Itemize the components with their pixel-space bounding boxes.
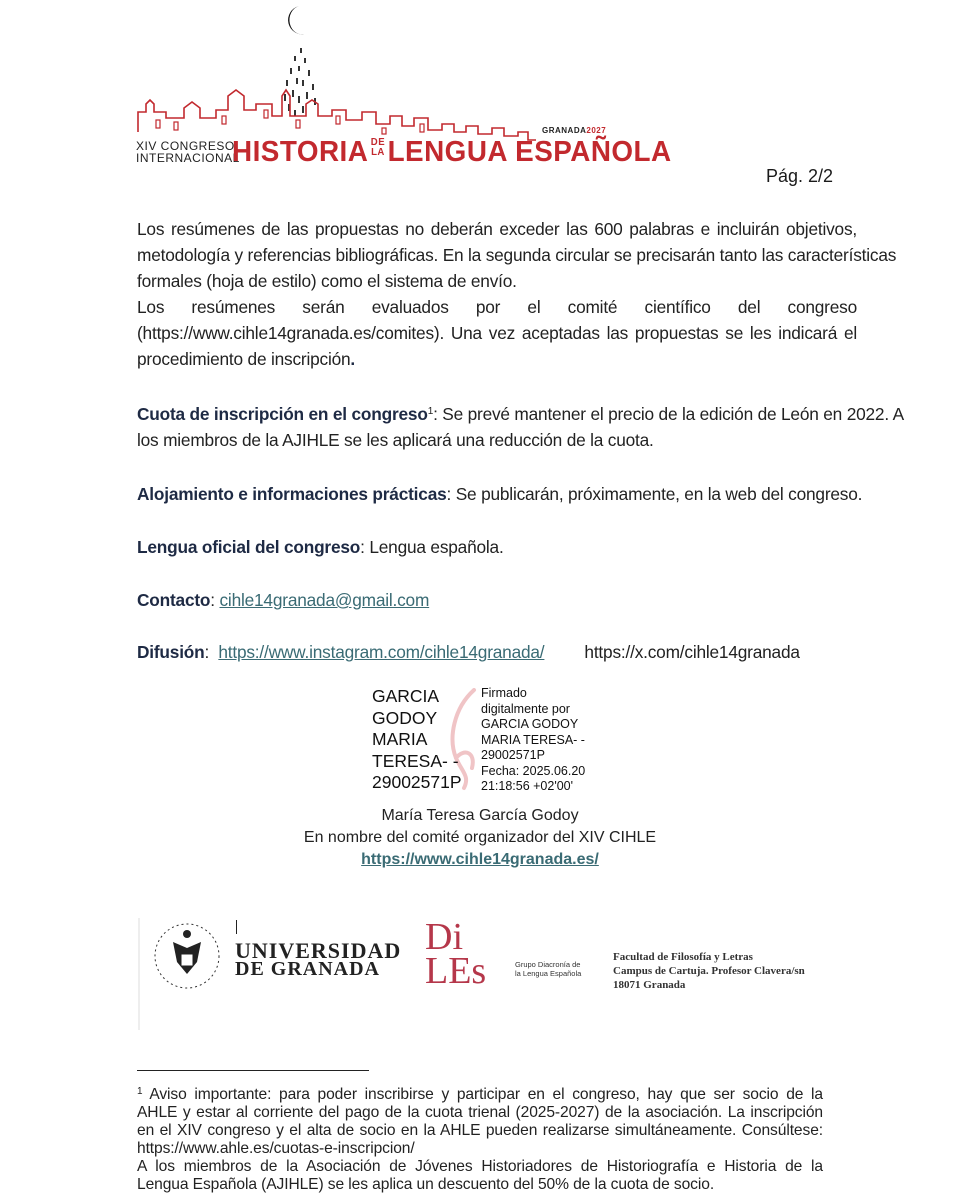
contact-separator: : bbox=[210, 590, 220, 610]
fee-text-2: los miembros de la AJIHLE se les aplicará una reducción de la cuota. bbox=[137, 430, 654, 450]
logo-la: LA bbox=[371, 147, 385, 158]
abstracts-paragraph bbox=[137, 216, 897, 294]
footnote-link[interactable]: https://www.ahle.es/cuotas-e-inscripcion/ bbox=[137, 1140, 415, 1157]
x-link[interactable]: https://x.com/cihle14granada bbox=[584, 642, 800, 662]
logo-historia: HISTORIA bbox=[232, 136, 369, 168]
logo-granada-text: GRANADA bbox=[542, 126, 587, 135]
fee-section bbox=[137, 399, 904, 453]
dissemination-heading: Difusión bbox=[137, 642, 205, 662]
signer-name: María Teresa García Godoy bbox=[381, 807, 579, 824]
lodging-heading: Alojamiento e informaciones prácticas bbox=[137, 484, 447, 504]
footnote-ref[interactable]: 1 bbox=[427, 406, 434, 417]
faculty-address bbox=[613, 950, 805, 992]
faculty-line: Campus de Cartuja. Profesor Clavera/sn bbox=[613, 965, 805, 977]
footnote-number: 1 bbox=[137, 1086, 143, 1097]
logo-de: DE bbox=[370, 137, 386, 148]
contact-heading: Contacto bbox=[137, 590, 211, 610]
congress-logo bbox=[136, 0, 672, 172]
page-number: Pág. 2/2 bbox=[766, 166, 834, 186]
diles-subtitle-line: Grupo Diacronía de bbox=[515, 960, 581, 969]
signature-detail-line: digitalmente por bbox=[481, 701, 570, 716]
skyline-outline-icon bbox=[138, 90, 536, 140]
language-heading: Lengua oficial del congreso bbox=[137, 537, 361, 557]
diles-logo-bottom: LEs bbox=[425, 950, 487, 992]
footnote-line: en el XIV congreso y el alta de socio en la AHLE pueden realizarse simultáneamente. Consúltese: bbox=[137, 1122, 823, 1139]
university-seal-icon bbox=[137, 918, 237, 1030]
language-section bbox=[137, 534, 857, 560]
lodging-text: : Se publicarán, próximamente, en la web del congreso. bbox=[446, 484, 863, 504]
logo-lengua-espanola: LENGUA ESPAÑOLA bbox=[387, 136, 672, 168]
dissemination-section bbox=[137, 639, 857, 665]
logo-year-text: 2027 bbox=[586, 126, 607, 135]
text-line: (https://www.cihle14granada.es/comites). Una vez aceptadas las propuestas se les indicará el bbox=[137, 323, 857, 343]
contact-section bbox=[137, 587, 857, 613]
evaluation-paragraph bbox=[137, 294, 857, 372]
diles-subtitle-line: la Lengua Española bbox=[515, 969, 582, 978]
text-line-end: . bbox=[350, 349, 356, 369]
faculty-line: 18071 Granada bbox=[613, 979, 686, 991]
text-line: Los resúmenes serán evaluados por el comité científico del congreso bbox=[137, 297, 857, 317]
language-text: : Lengua española. bbox=[360, 537, 504, 557]
signature-details-block bbox=[481, 686, 585, 795]
footnote bbox=[137, 1083, 823, 1194]
signature-name-line: 29002571P bbox=[372, 772, 462, 792]
fee-text: : Se prevé mantener el precio de la edición de León en 2022. A bbox=[433, 404, 904, 424]
congress-website-link[interactable]: https://www.cihle14granada.es/ bbox=[361, 851, 599, 868]
instagram-link[interactable]: https://www.instagram.com/cihle14granada/ bbox=[218, 642, 545, 662]
dissemination-separator: : bbox=[204, 642, 210, 662]
diles-logo-top: Di bbox=[425, 916, 463, 958]
tower-dots-icon bbox=[284, 48, 316, 116]
lodging-section bbox=[137, 481, 863, 507]
signature-name-line: MARIA bbox=[372, 729, 428, 749]
signature-name-block bbox=[372, 686, 462, 794]
signature-detail-line: Fecha: 2025.06.20 bbox=[481, 763, 586, 778]
text-line: formales (hoja de estilo) como el sistema de envío. bbox=[137, 271, 517, 291]
institutional-logos bbox=[137, 918, 827, 1030]
text-line: Los resúmenes de las propuestas no deberán exceder las 600 palabras e incluirán objetivos, bbox=[137, 219, 857, 239]
signature-detail-line: 21:18:56 +02'00' bbox=[481, 779, 574, 793]
signature-detail-line: GARCIA GODOY bbox=[481, 717, 579, 731]
university-name-line1: UNIVERSIDAD bbox=[235, 938, 402, 963]
faculty-line: Facultad de Filosofía y Letras bbox=[613, 951, 753, 963]
logo-internacional: INTERNACIONAL bbox=[136, 151, 240, 165]
footnote-line: AHLE y estar al corriente del pago de la cuota trienal (2025-2027) de la asociación. La inscripción bbox=[137, 1104, 823, 1121]
logo-xiv-congreso: XIV CONGRESO bbox=[136, 139, 235, 153]
signature-detail-line: 29002571P bbox=[481, 748, 545, 762]
logo-title bbox=[232, 136, 672, 169]
signature-name-line: TERESA- - bbox=[372, 750, 459, 771]
signature-name-line: GARCIA bbox=[372, 686, 440, 706]
signature-detail-line: Firmado bbox=[481, 686, 527, 700]
footnote-line: Lengua Española (AJIHLE) se les aplica un descuento del 50% de la cuota de socio. bbox=[137, 1176, 715, 1193]
signer-role: En nombre del comité organizador del XIV CIHLE bbox=[303, 829, 657, 846]
signature-detail-line: MARIA TERESA- - bbox=[481, 732, 585, 747]
footnote-line: Aviso importante: para poder inscribirse y participar en el congreso, hay que ser socio de la bbox=[149, 1086, 823, 1103]
diles-subtitle bbox=[515, 960, 581, 978]
contact-email-link[interactable]: cihle14granada@gmail.com bbox=[219, 590, 430, 610]
fee-heading: Cuota de inscripción en el congreso bbox=[137, 404, 428, 424]
diles-logo bbox=[425, 918, 511, 990]
signer-block bbox=[0, 805, 960, 871]
text-line: metodología y referencias bibliográficas. En la segunda circular se precisarán tanto las características bbox=[137, 245, 897, 265]
text-line: procedimiento de inscripción bbox=[137, 349, 351, 369]
university-name-line2: DE GRANADA bbox=[235, 958, 380, 980]
footnote-divider bbox=[137, 1070, 369, 1071]
crescent-moon-icon bbox=[288, 6, 306, 35]
footnote-line: A los miembros de la Asociación de Jóvenes Historiadores de Historiografía e Historia de la bbox=[137, 1158, 823, 1175]
signature-name-line: GODOY bbox=[372, 707, 438, 728]
